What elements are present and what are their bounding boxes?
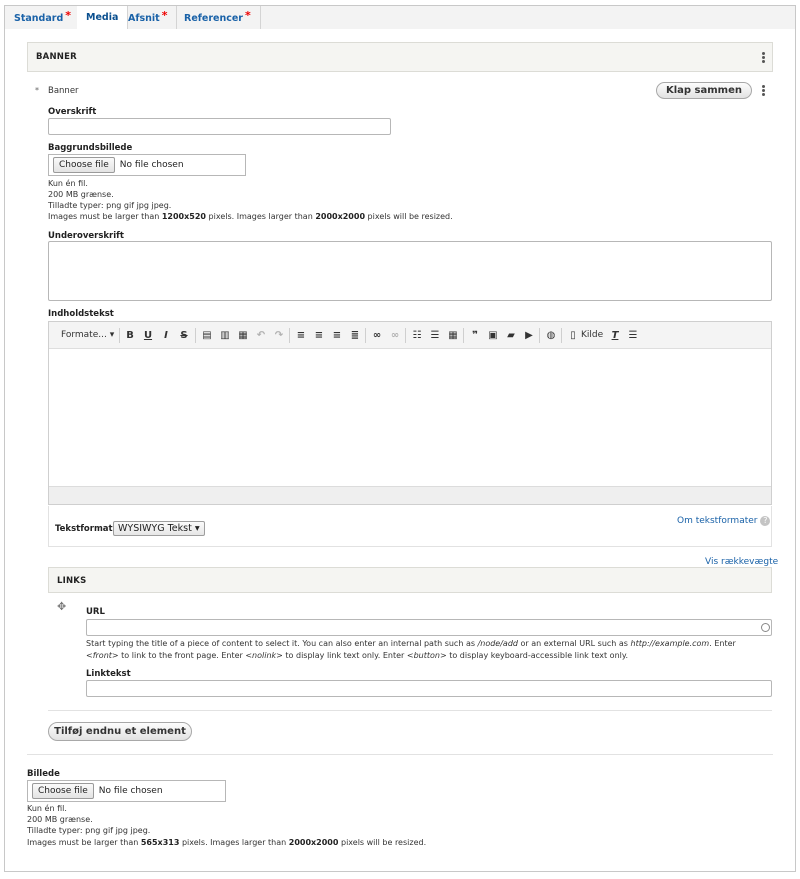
link-icon[interactable]: ∞ (372, 330, 382, 341)
numbered-list-icon[interactable]: ☰ (430, 330, 440, 341)
links-section-header (48, 567, 772, 593)
url-help-line-1: Start typing the title of a piece of content to select it. You can also enter an internal path such as /node/add or an external URL such as http://example.com. Enter (86, 639, 736, 648)
required-marker: * (161, 9, 168, 22)
folder-icon[interactable]: ▰ (507, 330, 515, 341)
bulleted-list-icon[interactable]: ☷ (412, 330, 422, 341)
om-tekstformater-link[interactable]: Om tekstformater ? (677, 516, 770, 526)
image-size-help: Images must be larger than 1200x520 pixels. Images larger than 2000x2000 pixels will be resized. (48, 212, 453, 221)
image-size-help: Images must be larger than 565x313 pixels. Images larger than 2000x2000 pixels will be resized. (27, 838, 427, 847)
source-button-label[interactable]: Kilde (581, 330, 604, 340)
editor-status-bar (49, 486, 771, 504)
help-text: 200 MB grænse. (27, 815, 93, 824)
horizontal-rule-icon[interactable]: ☰ (628, 330, 638, 341)
align-justify-icon[interactable]: ≣ (350, 330, 360, 341)
file-status: No file chosen (98, 786, 163, 796)
divider (48, 710, 772, 711)
choose-file-button[interactable]: Choose file (32, 783, 94, 799)
required-marker: * (65, 9, 72, 22)
table-icon[interactable]: ▦ (448, 330, 458, 341)
underoverskrift-label: Underoverskrift (48, 231, 124, 241)
remove-format-icon[interactable]: T (611, 330, 619, 341)
overskrift-label: Overskrift (48, 107, 97, 117)
add-another-item-button[interactable]: Tilføj endnu et element (48, 722, 192, 741)
media-embed-icon[interactable]: ▶ (525, 330, 533, 341)
align-left-icon[interactable]: ≡ (314, 330, 324, 341)
paste-text-icon[interactable]: ▥ (220, 330, 230, 341)
blockquote-icon[interactable]: ❞ (472, 330, 478, 341)
tab-referencer[interactable] (175, 6, 261, 30)
banner-item-menu-icon[interactable] (760, 84, 766, 98)
unlink-icon[interactable]: ∞ (390, 330, 400, 341)
url-label: URL (86, 607, 105, 617)
tab-label: Media (86, 12, 119, 23)
help-icon: ? (760, 516, 770, 526)
tab-bar (4, 5, 796, 30)
help-text: 200 MB grænse. (48, 190, 114, 199)
show-row-weights-link[interactable]: Vis rækkevægte (705, 557, 779, 567)
indholdstekst-label: Indholdstekst (48, 309, 114, 319)
language-globe-icon[interactable]: ◍ (546, 330, 556, 341)
billede-file-input[interactable] (27, 780, 226, 802)
bold-icon[interactable]: B (126, 330, 134, 341)
underoverskrift-textarea[interactable] (48, 241, 772, 301)
drag-marker: * (35, 86, 39, 95)
banner-item-title: Banner (48, 86, 79, 96)
image-icon[interactable]: ▣ (488, 330, 498, 341)
choose-file-button[interactable]: Choose file (53, 157, 115, 173)
required-marker: * (245, 9, 251, 22)
format-dropdown[interactable]: Formate... ▾ (61, 330, 115, 340)
undo-icon[interactable]: ↶ (256, 330, 266, 341)
help-text: Kun én fil. (48, 179, 88, 188)
underline-icon[interactable]: U (143, 330, 153, 341)
banner-section-title: BANNER (36, 52, 77, 62)
tekstformat-label: Tekstformat (55, 524, 113, 534)
baggrundsbillede-file-input[interactable] (48, 154, 246, 176)
linktekst-label: Linktekst (86, 669, 131, 679)
align-center-icon[interactable]: ≡ (296, 330, 306, 341)
editor-toolbar (49, 322, 771, 349)
divider (27, 754, 773, 755)
source-icon[interactable]: ▯ (570, 330, 576, 341)
paste-word-icon[interactable]: ▦ (238, 330, 248, 341)
links-section-title: LINKS (57, 576, 87, 586)
overskrift-input[interactable] (48, 118, 391, 135)
tab-label: Afsnit (128, 13, 160, 24)
billede-label: Billede (27, 769, 60, 779)
drag-handle-icon[interactable]: ✥ (57, 600, 67, 613)
tab-label: Standard (14, 13, 64, 24)
url-help-line-2: <front> to link to the front page. Enter <nolink> to display link text only. Enter <button> to display keyboard-accessible link text only. (86, 651, 629, 660)
italic-icon[interactable]: I (164, 330, 168, 341)
banner-section-menu-icon[interactable] (760, 51, 766, 65)
rich-text-editor (48, 321, 772, 505)
tab-label: Referencer (184, 13, 243, 24)
tab-standard[interactable] (5, 6, 81, 30)
file-status: No file chosen (119, 160, 184, 170)
linktekst-input[interactable] (86, 680, 772, 697)
align-right-icon[interactable]: ≡ (332, 330, 342, 341)
help-text: Kun én fil. (27, 804, 67, 813)
banner-section-header (27, 42, 773, 72)
help-text: Tilladte typer: png gif jpg jpeg. (27, 826, 151, 835)
baggrundsbillede-label: Baggrundsbillede (48, 143, 133, 153)
help-text: Tilladte typer: png gif jpg jpeg. (48, 201, 172, 210)
tekstformat-select[interactable]: WYSIWYG Tekst ▾ (113, 521, 205, 536)
tab-afsnit[interactable] (119, 6, 177, 30)
collapse-button[interactable]: Klap sammen (656, 82, 752, 99)
strikethrough-icon[interactable]: S (180, 330, 188, 341)
redo-icon[interactable]: ↷ (274, 330, 284, 341)
autocomplete-icon (761, 623, 770, 632)
paste-icon[interactable]: ▤ (202, 330, 212, 341)
url-input[interactable] (86, 619, 772, 636)
